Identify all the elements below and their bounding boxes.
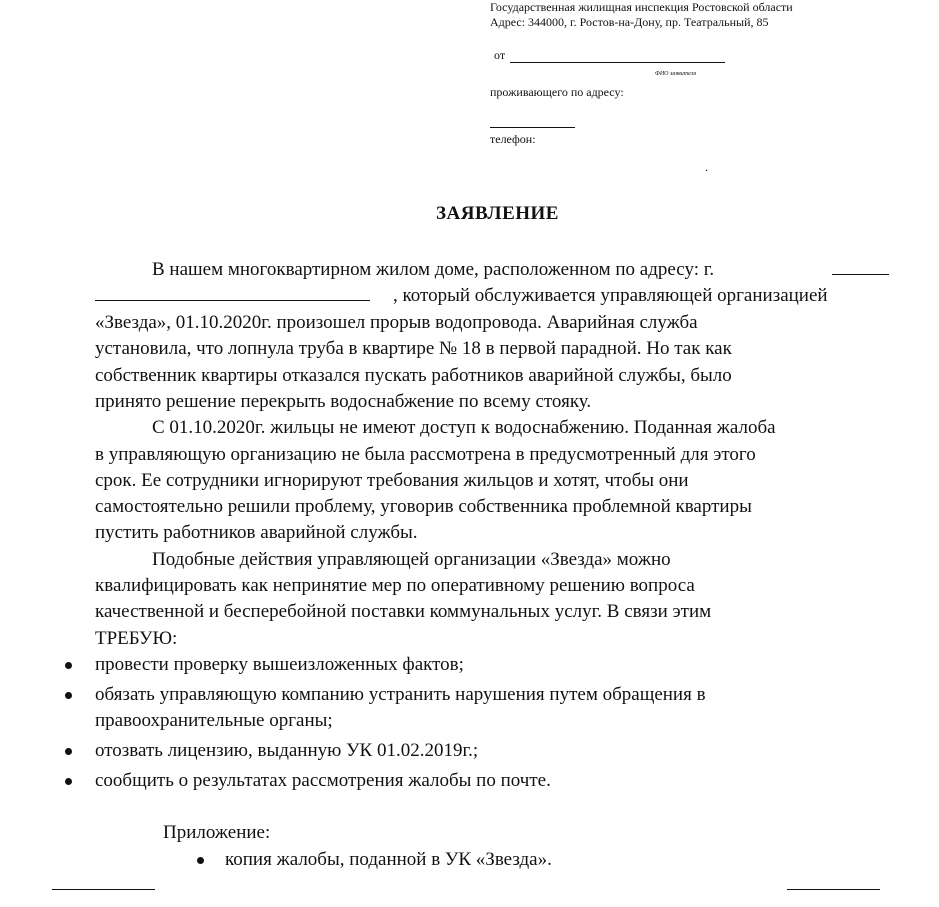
p3-line3: качественной и бесперебойной поставки коммунальных услуг. В связи этим <box>95 601 712 622</box>
p2-line4: самостоятельно решили проблему, уговорив собственника проблемной квартиры <box>95 496 752 517</box>
p3-line4: ТРЕБУЮ: <box>95 628 178 649</box>
recipient-name: Государственная жилищная инспекция Ростовской области <box>490 0 793 14</box>
bullet-icon <box>65 748 72 755</box>
p1-line3: «Звезда», 01.10.2020г. произошел прорыв водопровода. Аварийная служба <box>95 312 698 333</box>
demand-item-4: сообщить о результатах рассмотрения жалобы по почте. <box>95 770 551 791</box>
bullet-icon <box>65 692 72 699</box>
demand-item-3: отозвать лицензию, выданную УК 01.02.2019г.; <box>95 740 479 761</box>
from-label: от <box>494 48 506 62</box>
applicant-name-line <box>510 62 725 63</box>
bullet-icon <box>65 778 72 785</box>
p1-line4: установила, что лопнула труба в квартире № 18 в первой парадной. Но так как <box>95 338 732 359</box>
city-line <box>832 274 889 275</box>
attachment-item: копия жалобы, поданной в УК «Звезда». <box>225 849 552 870</box>
p1-line1: В нашем многоквартирном жилом доме, расположенном по адресу: г. <box>152 259 715 280</box>
p1-line5: собственник квартиры отказался пускать работников аварийной службы, было <box>95 365 732 386</box>
p1-line6: принято решение перекрыть водоснабжение по всему стояку. <box>95 391 592 412</box>
stray-dot: . <box>705 160 708 174</box>
demand-item-2-cont: правоохранительные органы; <box>95 710 333 731</box>
signature-line <box>787 889 880 890</box>
document-title: ЗАЯВЛЕНИЕ <box>436 203 559 224</box>
p2-line2: в управляющую организацию не была рассмотрена в предусмотренный для этого <box>95 444 756 465</box>
p3-line2: квалифицировать как непринятие мер по оперативному решению вопроса <box>95 575 695 596</box>
p2-line1: С 01.10.2020г. жильцы не имеют доступ к водоснабжению. Поданная жалоба <box>152 417 776 438</box>
p2-line5: пустить работников аварийной службы. <box>95 522 418 543</box>
p1-line2: , который обслуживается управляющей организацией <box>393 285 828 306</box>
street-line <box>95 300 370 301</box>
demand-item-1: провести проверку вышеизложенных фактов; <box>95 654 464 675</box>
bullet-icon <box>65 662 72 669</box>
p2-line3: срок. Ее сотрудники игнорируют требования жильцов и хотят, чтобы они <box>95 470 689 491</box>
attachment-label: Приложение: <box>163 822 271 843</box>
residence-address-line <box>490 127 575 128</box>
date-line <box>52 889 155 890</box>
recipient-address: Адрес: 344000, г. Ростов-на-Дону, пр. Театральный, 85 <box>490 15 769 29</box>
bullet-icon <box>197 857 204 864</box>
demand-item-2: обязать управляющую компанию устранить нарушения путем обращения в <box>95 684 706 705</box>
residence-label: проживающего по адресу: <box>490 85 624 99</box>
fio-hint: ФИО заявителя <box>655 71 696 77</box>
phone-label: телефон: <box>490 132 536 146</box>
p3-line1: Подобные действия управляющей организации «Звезда» можно <box>152 549 671 570</box>
